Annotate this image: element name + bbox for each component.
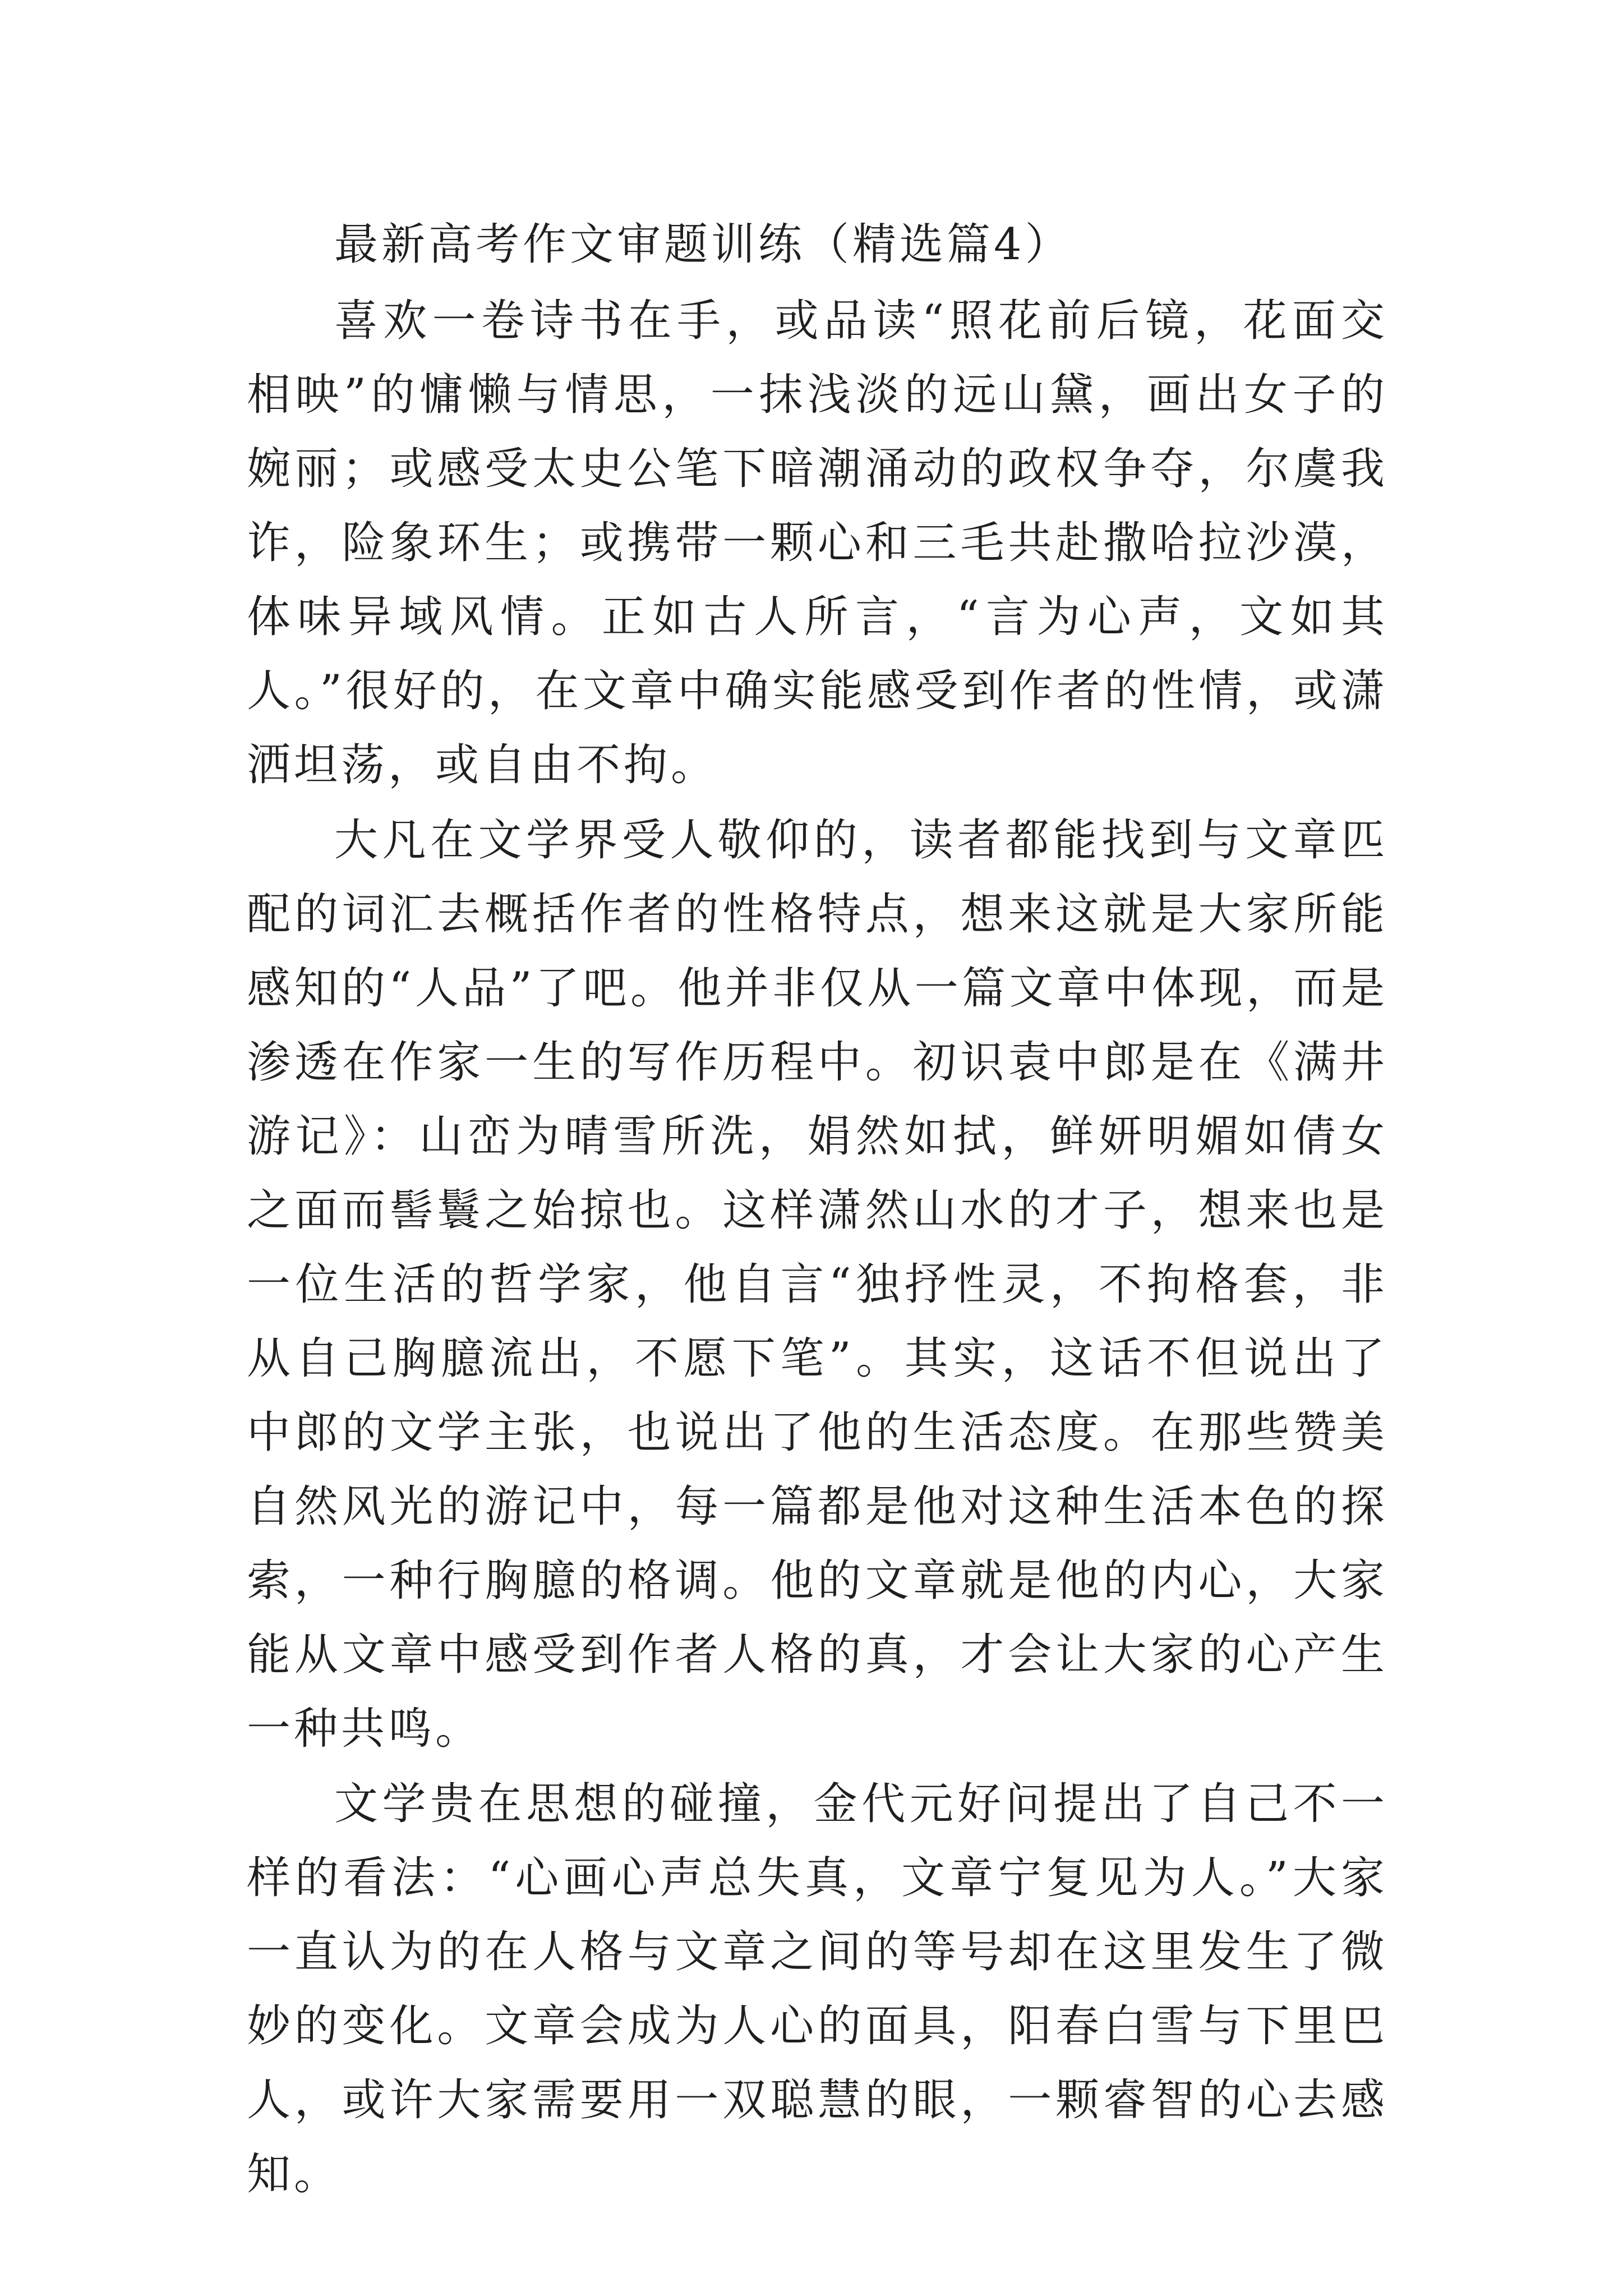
- document-body: [247, 208, 1388, 2211]
- paragraph-1: 喜欢一卷诗书在手，或品读“照花前后镜，花面交相映”的慵懒与情思，一抹浅淡的远山黛，画出女子的婉丽；或感受太史公笔下暗潮涌动的政权争夺，尔虞我诈，险象环生；或携带一颗心和三毛共赴撒哈拉沙漠，体味异域风情。正如古人所言，“言为心声，文如其人。”很好的，在文章中确实能感受到作者的性情，或潇洒坦荡，或自由不拘。: [247, 296, 1388, 790]
- document-title: 最新高考作文审题训练（精选篇4）: [334, 219, 1072, 270]
- paragraph-3: 文学贵在思想的碰撞，金代元好问提出了自己不一样的看法：“心画心声总失真，文章宁复见为人。”大家一直认为的在人格与文章之间的等号却在这里发生了微妙的变化。文章会成为人心的面具，阳春白雪与下里巴人，或许大家需要用一双聪慧的眼，一颗睿智的心去感知。: [247, 1779, 1388, 2200]
- paragraph-2: 大凡在文学界受人敬仰的，读者都能找到与文章匹配的词汇去概括作者的性格特点，想来这就是大家所能感知的“人品”了吧。他并非仅从一篇文章中体现，而是渗透在作家一生的写作历程中。初识袁中郎是在《满井游记》：山峦为晴雪所洗，娟然如拭，鲜妍明媚如倩女之面而髻鬟之始掠也。这样潇然山水的才子，想来也是一位生活的哲学家，他自言“独抒性灵，不拘格套，非从自己胸臆流出，不愿下笔”。其实，这话不但说出了中郎的文学主张，也说出了他的生活态度。在那些赞美自然风光的游记中，每一篇都是他对这种生活本色的探索，一种行胸臆的格调。他的文章就是他的内心，大家能从文章中感受到作者人格的真，才会让大家的心产生一种共鸣。: [247, 815, 1388, 1754]
